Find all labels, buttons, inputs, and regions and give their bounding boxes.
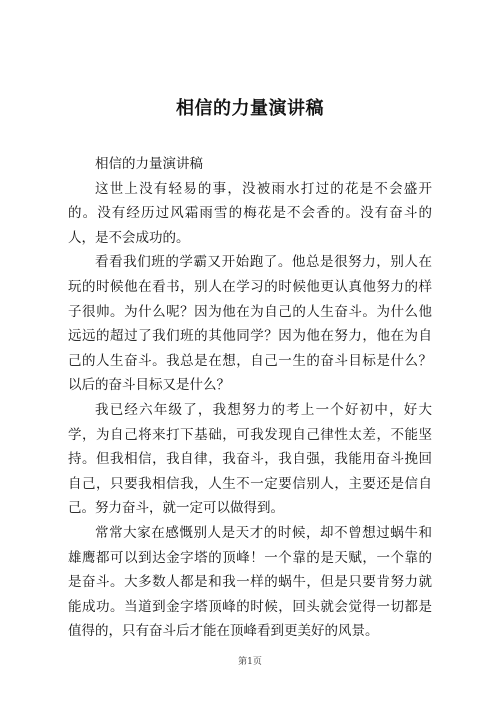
- paragraph-3: 我已经六年级了，我想努力的考上一个好初中，好大学，为自己将来打下基础，可我发现自己律性太差，不能坚持。但我相信，我自律，我奋斗，我自强，我能用奋斗挽回自己，只要我相信我，人生不一定要信别人，主要还是信自己。努力奋斗，就一定可以做得到。: [68, 401, 432, 517]
- document-subtitle: 相信的力量演讲稿: [95, 156, 203, 172]
- paragraph-4: 常常大家在感慨别人是天才的时候，却不曾想过蜗牛和雄鹰都可以到达金字塔的顶峰！一个靠的是天赋，一个靠的是奋斗。大多数人都是和我一样的蜗牛，但是只要肯努力就能成功。当道到金字塔顶峰的时候，回头就会觉得一切都是值得的，只有奋斗后才能在顶峰看到更美好的风景。: [68, 524, 432, 640]
- document-body: [68, 152, 432, 644]
- page-number: 第1页: [238, 657, 262, 667]
- document-title: 相信的力量演讲稿: [176, 98, 324, 119]
- paragraph-1: 这世上没有轻易的事，没被雨水打过的花是不会盛开的。没有经历过风霜雨雪的梅花是不会香的。没有奋斗的人，是不会成功的。: [68, 180, 432, 246]
- paragraph-2: 看看我们班的学霸又开始跑了。他总是很努力，别人在玩的时候他在看书，别人在学习的时候他更认真他努力的样子很帅。为什么呢？因为他在为自己的人生奋斗。为什么他远远的超过了我们班的其他同学？因为他在努力，他在为自己的人生奋斗。我总是在想，自己一生的奋斗目标是什么？以后的奋斗目标又是什么？: [68, 254, 432, 394]
